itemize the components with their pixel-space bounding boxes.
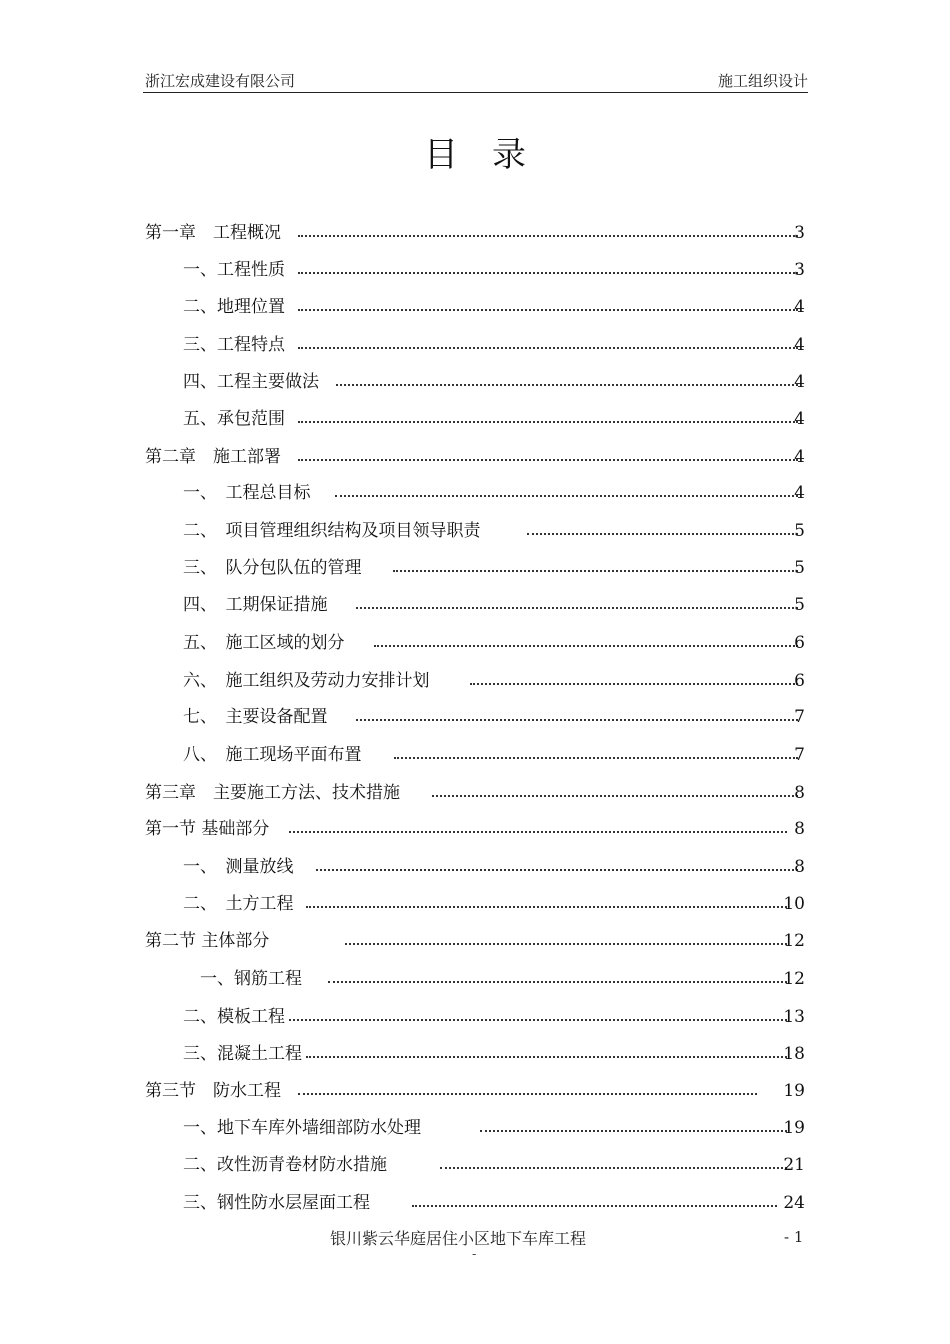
toc-entry[interactable] [0, 519, 950, 543]
footer-dash: - [472, 1247, 477, 1262]
toc-dot-leader [298, 421, 798, 423]
toc-entry[interactable] [0, 1042, 950, 1066]
toc-entry-page: 21 [783, 1155, 805, 1175]
toc-entry-label: 第二章 施工部署 [145, 447, 281, 467]
toc-entry-page: 8 [794, 819, 805, 839]
toc-dot-leader [345, 943, 787, 945]
toc-entry[interactable] [0, 370, 950, 394]
toc-dot-leader [356, 607, 798, 609]
toc-entry-label: 六、 施工组织及劳动力安排计划 [183, 671, 430, 691]
toc-dot-leader [394, 757, 798, 759]
toc-entry[interactable] [0, 1191, 950, 1215]
toc-dot-leader [289, 1019, 787, 1021]
toc-entry-page: 8 [794, 857, 805, 877]
toc-entry[interactable] [0, 669, 950, 693]
toc-entry-label: 第一节 基础部分 [145, 819, 270, 839]
toc-dot-leader [306, 906, 787, 908]
toc-entry-page: 10 [783, 894, 805, 914]
toc-entry[interactable] [0, 817, 950, 841]
footer-project: 银川紫云华庭居住小区地下车库工程 [330, 1229, 587, 1248]
toc-entry[interactable] [0, 481, 950, 505]
toc-dot-leader [412, 1205, 777, 1207]
toc-entry[interactable] [0, 1005, 950, 1029]
toc-entry[interactable] [0, 221, 950, 245]
toc-entry-label: 二、 项目管理组织结构及项目领导职责 [183, 521, 481, 541]
header-doc-type: 施工组织设计 [717, 72, 808, 90]
toc-dot-leader [298, 235, 798, 237]
toc-dot-leader [374, 645, 798, 647]
toc-entry-label: 一、 工程总目标 [183, 483, 311, 503]
toc-entry[interactable] [0, 929, 950, 953]
toc-entry-page: 4 [794, 335, 805, 355]
toc-entry[interactable] [0, 1116, 950, 1140]
toc-entry-page: 3 [794, 223, 805, 243]
toc-dot-leader [298, 272, 798, 274]
toc-entry-page: 19 [783, 1081, 805, 1101]
toc-entry-label: 二、模板工程 [183, 1007, 285, 1027]
toc-dot-leader [335, 495, 798, 497]
toc-entry-page: 5 [794, 595, 805, 615]
toc-entry-label: 三、钢性防水层屋面工程 [183, 1193, 370, 1213]
toc-dot-leader [393, 570, 798, 572]
toc-entry[interactable] [0, 258, 950, 282]
toc-entry-label: 四、 工期保证措施 [183, 595, 328, 615]
toc-entry-page: 12 [783, 931, 805, 951]
toc-entry-page: 4 [794, 372, 805, 392]
toc-entry-page: 4 [794, 483, 805, 503]
toc-entry-label: 八、 施工现场平面布置 [183, 745, 362, 765]
toc-dot-leader [298, 309, 798, 311]
toc-entry-label: 第二节 主体部分 [145, 931, 270, 951]
toc-entry-label: 三、 队分包队伍的管理 [183, 558, 362, 578]
toc-dot-leader [440, 1167, 787, 1169]
toc-entry[interactable] [0, 407, 950, 431]
toc-entry-label: 五、承包范围 [183, 409, 285, 429]
toc-entry-label: 一、地下车库外墙细部防水处理 [183, 1118, 421, 1138]
toc-entry-page: 13 [783, 1007, 805, 1027]
toc-entry-page: 4 [794, 447, 805, 467]
toc-entry-page: 19 [783, 1118, 805, 1138]
toc-entry-label: 二、改性沥青卷材防水措施 [183, 1155, 387, 1175]
toc-dot-leader [298, 459, 798, 461]
toc-dot-leader [289, 831, 787, 833]
toc-entry[interactable] [0, 743, 950, 767]
toc-entry[interactable] [0, 593, 950, 617]
toc-entry-page: 24 [783, 1193, 805, 1213]
toc-entry-page: 5 [794, 521, 805, 541]
toc-entry-page: 6 [794, 671, 805, 691]
toc-entry-page: 8 [794, 783, 805, 803]
toc-entry-label: 二、 土方工程 [183, 894, 294, 914]
toc-entry[interactable] [0, 295, 950, 319]
toc-entry[interactable] [0, 1079, 950, 1103]
toc-entry[interactable] [0, 1153, 950, 1177]
toc-entry[interactable] [0, 781, 950, 805]
toc-dot-leader [328, 981, 787, 983]
toc-entry-label: 四、工程主要做法 [183, 372, 319, 392]
toc-dot-leader [480, 1130, 787, 1132]
toc-entry-label: 三、工程特点 [183, 335, 285, 355]
toc-entry-page: 4 [794, 409, 805, 429]
toc-entry-page: 7 [794, 707, 805, 727]
toc-dot-leader [470, 683, 798, 685]
toc-entry-label: 五、 施工区域的划分 [183, 633, 345, 653]
toc-dot-leader [527, 533, 798, 535]
toc-entry-label: 第一章 工程概况 [145, 223, 281, 243]
toc-entry-page: 12 [783, 969, 805, 989]
toc-entry-label: 一、工程性质 [183, 260, 285, 280]
toc-entry-page: 4 [794, 297, 805, 317]
toc-entry-label: 一、钢筋工程 [200, 969, 302, 989]
toc-dot-leader [298, 1093, 757, 1095]
toc-dot-leader [356, 719, 798, 721]
toc-entry[interactable] [0, 445, 950, 469]
footer-page-number: - 1 [784, 1228, 804, 1246]
toc-entry[interactable] [0, 631, 950, 655]
toc-dot-leader [298, 347, 798, 349]
toc-entry-label: 第三节 防水工程 [145, 1081, 281, 1101]
toc-entry[interactable] [0, 967, 950, 991]
toc-entry[interactable] [0, 333, 950, 357]
toc-entry-label: 二、地理位置 [183, 297, 285, 317]
toc-dot-leader [432, 795, 798, 797]
toc-entry-page: 6 [794, 633, 805, 653]
header-company: 浙江宏成建设有限公司 [145, 72, 296, 90]
toc-entry[interactable] [0, 855, 950, 879]
toc-entry-page: 5 [794, 558, 805, 578]
toc-dot-leader [316, 869, 798, 871]
toc-entry-page: 18 [783, 1044, 805, 1064]
toc-entry[interactable] [0, 705, 950, 729]
toc-entry-label: 第三章 主要施工方法、技术措施 [145, 783, 400, 803]
toc-entry[interactable] [0, 892, 950, 916]
toc-entry-page: 7 [794, 745, 805, 765]
toc-entry[interactable] [0, 556, 950, 580]
toc-dot-leader [306, 1056, 787, 1058]
toc-entry-label: 一、 测量放线 [183, 857, 294, 877]
toc-dot-leader [336, 384, 798, 386]
page-title: 目录 [424, 134, 560, 175]
toc-entry-label: 七、 主要设备配置 [183, 707, 328, 727]
toc-entry-page: 3 [794, 260, 805, 280]
toc-entry-label: 三、混凝土工程 [183, 1044, 302, 1064]
